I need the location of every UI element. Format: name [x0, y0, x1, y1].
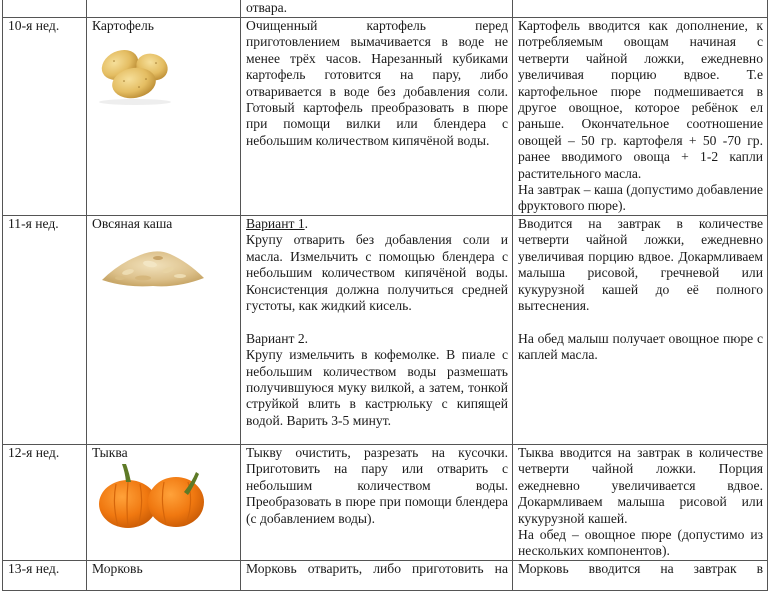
introduction-note: На обед – овощное пюре (допустимо из нескольких компонентов). [518, 526, 763, 559]
preparation-cell [241, 560, 513, 590]
product-cell [87, 215, 241, 444]
variant-2-heading: Вариант 2. [246, 330, 309, 346]
preparation-cell: отвара. [241, 0, 513, 18]
introduction-cell [513, 444, 768, 560]
potato-image [94, 43, 236, 105]
table-row [3, 444, 768, 560]
pumpkin-image [96, 462, 236, 530]
variant-1-text: Крупу отварить без добавления соли и масла. Измельчить с помощью блендера с небольшим количеством кипячёной воды. Консистенция должна получиться средней густоты, как жидкий кисель. [246, 232, 508, 313]
introduction-cell [513, 18, 768, 216]
introduction-text: Вводится на завтрак в количестве четверти чайной ложки, ежедневно увеличивая порцию вдвое. Докармливаем малыша рисовой, гречневой или кукурузной кашей до её полного вытеснения. [518, 215, 763, 313]
table-row-partial [3, 0, 768, 18]
product-cell [87, 444, 241, 560]
introduction-note: На обед малыш получает овощное пюре с каплей масла. [518, 330, 763, 363]
week-label: 13-я нед. [8, 560, 60, 576]
week-label: 12-я нед. [8, 444, 60, 460]
oatmeal-image [98, 244, 236, 290]
week-cell [3, 18, 87, 216]
introduction-cell [513, 215, 768, 444]
variant-1-heading: Вариант 1. [246, 215, 309, 231]
pumpkin-icon [96, 462, 208, 530]
week-cell [3, 560, 87, 590]
introduction-text: Морковь вводится на завтрак в [518, 560, 763, 576]
week-cell [3, 444, 87, 560]
complementary-feeding-table [2, 0, 768, 591]
week-label: 11-я нед. [8, 215, 59, 231]
oat-flakes-icon [98, 244, 208, 290]
product-cell [87, 0, 241, 18]
product-name: Овсяная каша [92, 215, 173, 231]
product-cell [87, 18, 241, 216]
week-cell [3, 0, 87, 18]
introduction-note: На завтрак – каша (допустимо добавление фруктового пюре). [518, 182, 763, 214]
product-cell [87, 560, 241, 590]
product-name: Картофель [92, 18, 154, 33]
table-row [3, 18, 768, 216]
week-label: 10-я нед. [8, 18, 60, 33]
variant-2-text: Крупу измельчить в кофемолке. В пиале с небольшим количеством воды размешать получившуюся муку вилкой, а затем, тонкой струйкой влить в кастрюльку с кипящей водой. Варить 3-5 минут. [246, 347, 508, 428]
table-row [3, 215, 768, 444]
preparation-cell [241, 18, 513, 216]
preparation-text: Морковь отварить, либо приготовить на [246, 560, 508, 576]
preparation-cell [241, 444, 513, 560]
product-name: Морковь [92, 560, 143, 576]
introduction-cell [513, 560, 768, 590]
preparation-text: Очищенный картофель перед приготовлением вымачивается в воде не менее трёх часов. Нарезанный кубиками картофель готовится на пару, либо отваривается в воде без добавления соли. Готовый картофель преобразовать в пюре при помощи вилки или блендера с небольшим количеством кипячёной воды. [246, 18, 508, 148]
introduction-text: Тыква вводится на завтрак в количестве четверти чайной ложки. Порция ежедневно увеличивается вдвое. Докармливаем малыша рисовой или кукурузной кашей. [518, 444, 763, 526]
preparation-text: Тыкву очистить, разрезать на кусочки. Приготовить на пару или отварить с небольшим количеством воды. Преобразовать в пюре при помощи блендера (с добавлением воды). [246, 444, 508, 526]
introduction-cell [513, 0, 768, 18]
introduction-text: Картофель вводится как дополнение, к потребляемым овощам начиная с четверти чайной ложки, ежедневно увеличивая порцию вдвое. Т.е картофельное пюре подмешивается в другое овощное, которое ребёнок ел раньше. Окончательное соотношение овощей – 50 гр. картофеля + 50 -70 гр. ранее вводимого овоща + 1-2 капли растительного масла. [518, 18, 763, 181]
product-name: Тыква [92, 444, 128, 460]
preparation-cell [241, 215, 513, 444]
potato-icon [94, 43, 176, 105]
table-row-partial [3, 560, 768, 590]
week-cell [3, 215, 87, 444]
